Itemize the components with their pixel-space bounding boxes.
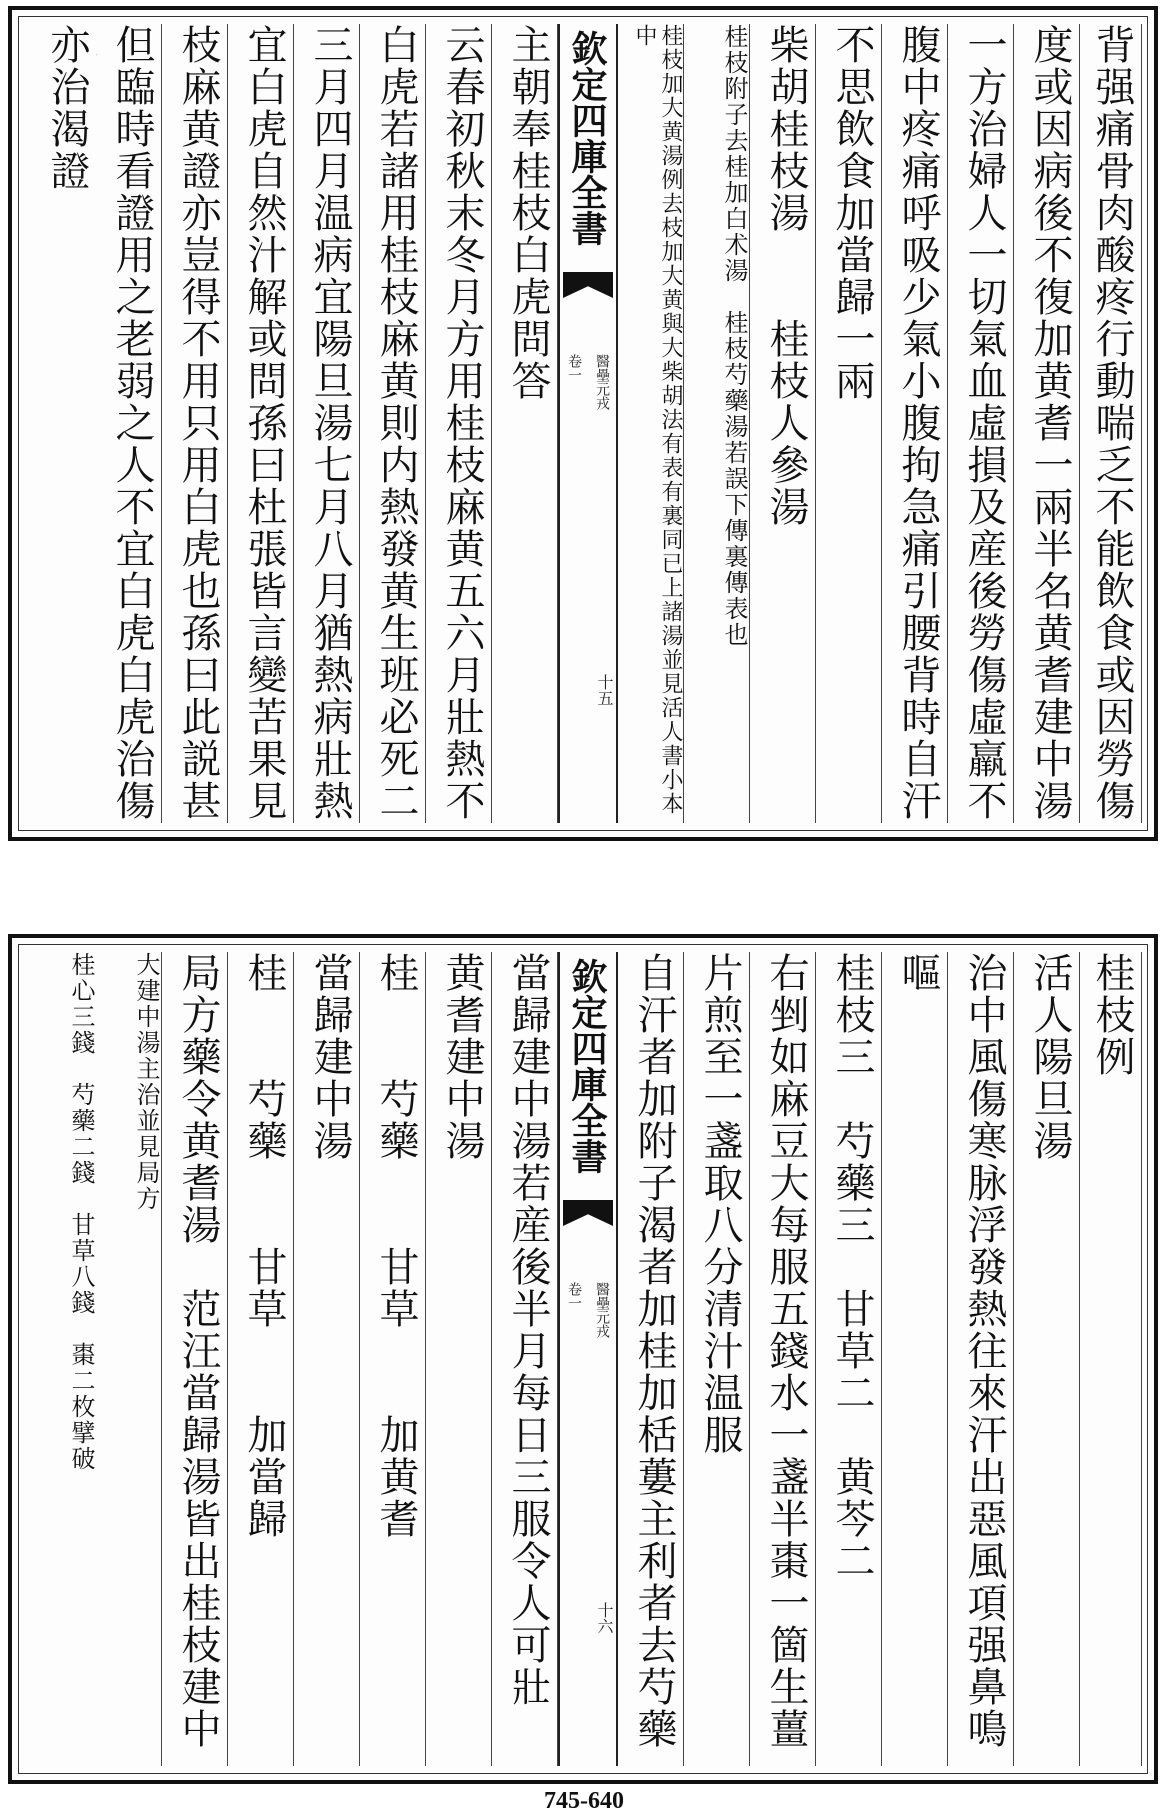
text-column [816,952,882,1766]
column-text: 三月四月温病宜陽旦湯七月八月猶熱病壯熱 [307,24,353,822]
column-text: 桂 芍藥 甘草 加黄耆 [373,952,419,1540]
column-text: 腹中疼痛呼吸少氣小腹拘急痛引腰背時自汗 [895,24,941,822]
text-column [948,952,1014,1766]
text-column [684,24,750,823]
text-column [228,952,294,1766]
page-code: 745-640 [544,1788,624,1814]
text-column [618,24,684,823]
text-column [816,24,882,823]
column-text: 局方藥令黄耆湯 范汪當歸湯皆出桂枝建中 [175,952,221,1750]
book-title: 欽定四庫全書 [566,30,608,246]
center-margin [558,952,618,1766]
column-text: 亦治渴證 [44,24,90,192]
volume-label: 卷一 [566,354,582,382]
text-column [882,24,948,823]
text-column [96,24,162,823]
text-column [1080,952,1142,1766]
top-page [8,6,1158,841]
text-column [294,952,360,1766]
column-text: 白虎若諸用桂枝麻黄則内熱發黄生班必死二 [373,24,419,822]
column-text: 黄耆建中湯 [439,952,485,1162]
column-text: 桂枝加大黄湯例去枝加大黄與大柴胡法有表有裏同已上諸湯並見活人書小本中 [632,24,683,816]
fishtail-mark [563,272,613,298]
text-column [360,952,426,1766]
center-margin [558,24,618,823]
text-column [426,24,492,823]
book-title: 欽定四庫全書 [566,958,608,1174]
column-text: 桂心三錢 芍藥二錢 甘草八錢 棗二枚擘破 [67,952,95,1472]
column-text: 桂枝三 芍藥三 甘草二 黄芩二 [829,952,875,1582]
folio-number: 十六 [595,1602,614,1634]
column-text: 大建中湯主治並見局方 [132,952,160,1212]
column-text: 自汗者加附子渴者加桂加栝蔞主利者去芍藥 [631,952,677,1750]
folio-number: 十五 [595,674,614,706]
text-column [162,952,228,1766]
column-text: 桂枝附子去桂加白术湯 桂枝芍藥湯若誤下傳裏傳表也 [720,24,748,648]
bottom-page [8,934,1158,1784]
column-text: 桂枝例 [1089,952,1135,1078]
column-text: 但臨時看證用之老弱之人不宜白虎白虎治傷 [109,24,155,822]
text-column [618,952,684,1766]
text-column [228,24,294,823]
text-column [30,24,96,823]
fishtail-mark [563,1200,613,1226]
text-column [96,952,162,1766]
text-column [750,24,816,823]
column-text: 背强痛骨肉酸疼行動喘乏不能飲食或因勞傷 [1089,24,1135,822]
book-name-label: 醫壘元戎 [594,354,610,410]
text-column [684,952,750,1766]
column-text: 活人陽旦湯 [1027,952,1073,1162]
column-text: 右剉如麻豆大每服五錢水一盞半棗一箇生薑 [763,952,809,1750]
text-column [294,24,360,823]
column-text: 桂 芍藥 甘草 加當歸 [241,952,287,1540]
text-column [492,24,558,823]
column-text: 度或因病後不復加黄耆一兩半名黄耆建中湯 [1027,24,1073,822]
text-column [360,24,426,823]
text-column [750,952,816,1766]
column-text: 當歸建中湯若産後半月每日三服令人可壯 [505,952,551,1708]
text-column [1080,24,1142,823]
volume-label: 卷一 [566,1282,582,1310]
text-column [882,952,948,1766]
column-text: 治中風傷寒脉浮發熱往來汗出惡風項强鼻鳴 [961,952,1007,1750]
text-column [30,952,96,1766]
column-text: 當歸建中湯 [307,952,353,1162]
text-column [162,24,228,823]
column-text: 枝麻黄證亦豈得不用只用白虎也孫曰此説甚 [175,24,221,822]
text-column [1014,952,1080,1766]
column-text: 云春初秋末冬月方用桂枝麻黄五六月壯熱不 [439,24,485,822]
column-text: 主朝奉桂枝白虎問答 [505,24,551,402]
text-column [426,952,492,1766]
text-column [948,24,1014,823]
column-text: 宜白虎自然汁解或問孫曰杜張皆言變苦果見 [241,24,287,822]
column-text: 一方治婦人一切氣血虛損及産後勞傷虛羸不 [961,24,1007,822]
column-text: 片煎至一盞取八分清汁温服 [697,952,743,1456]
book-name-label: 醫壘元戎 [594,1282,610,1338]
text-column [1014,24,1080,823]
column-text: 不思飲食加當歸一兩 [829,24,875,402]
text-column [492,952,558,1766]
column-text: 柴胡桂枝湯 桂枝人參湯 [763,24,809,528]
column-text: 嘔 [895,952,941,994]
